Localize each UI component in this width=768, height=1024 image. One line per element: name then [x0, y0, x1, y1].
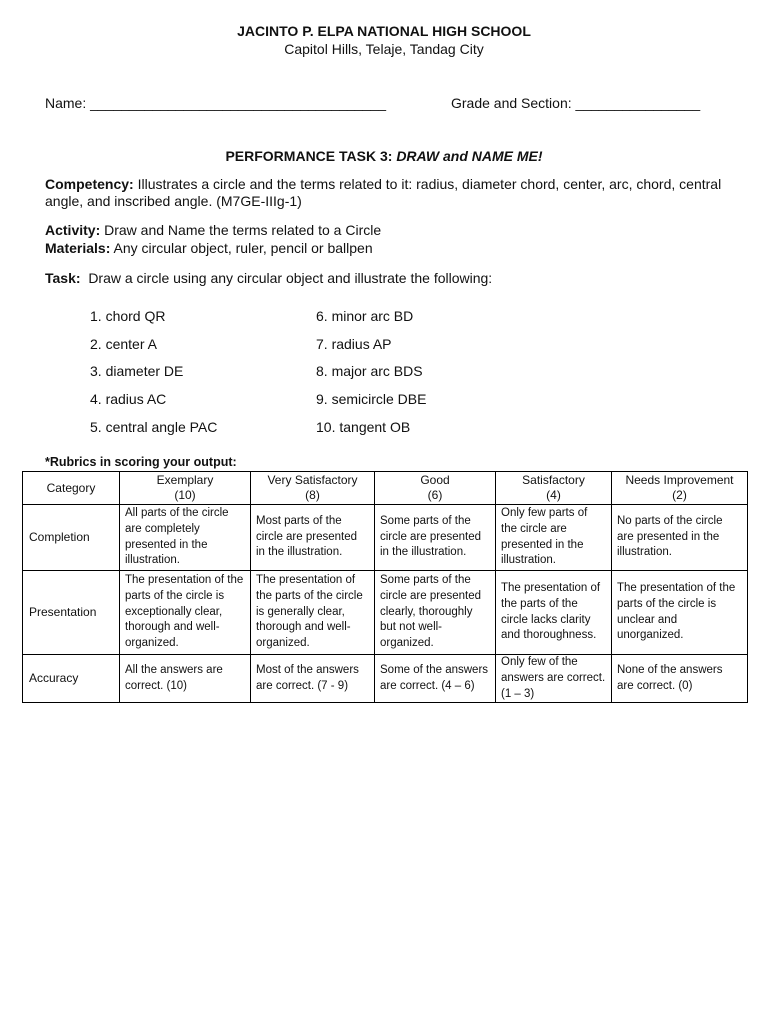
header-name: Very Satisfactory	[267, 473, 358, 487]
name-field[interactable]	[45, 95, 386, 111]
category-cell: Accuracy	[23, 655, 120, 703]
header-cell	[375, 472, 496, 505]
activity-text: Draw and Name the terms related to a Circle	[100, 222, 382, 238]
grade-label: Grade and Section:	[451, 95, 572, 111]
task-title	[0, 148, 768, 164]
header-cell	[496, 472, 612, 505]
school-name: JACINTO P. ELPA NATIONAL HIGH SCHOOL	[237, 23, 531, 39]
name-blank: ______________________________________	[90, 95, 386, 111]
rubric-cell: All the answers are correct. (10)	[120, 655, 251, 703]
rubric-cell: Most of the answers are correct. (7 - 9)	[251, 655, 375, 703]
header-cell	[23, 472, 120, 505]
rubric-cell: The presentation of the parts of the circle is generally clear, thorough and well-organized.	[251, 571, 375, 655]
materials-text: Any circular object, ruler, pencil or ballpen	[110, 240, 373, 256]
school-address: Capitol Hills, Telaje, Tandag City	[284, 41, 484, 57]
task-text: Draw a circle using any circular object and illustrate the following:	[80, 270, 493, 286]
rubric-table	[22, 471, 748, 703]
table-row	[23, 571, 748, 655]
rubric-cell: None of the answers are correct. (0)	[612, 655, 748, 703]
header-name: Needs Improvement	[625, 473, 734, 487]
header-cell	[251, 472, 375, 505]
rubric-cell: Only few of the answers are correct. (1 – 3)	[496, 655, 612, 703]
rubric-cell: Most parts of the circle are presented in the illustration.	[251, 505, 375, 571]
list-item: 6. minor arc BD	[316, 308, 414, 324]
rubric-cell: All parts of the circle are completely presented in the illustration.	[120, 505, 251, 571]
list-item: 10. tangent OB	[316, 418, 411, 435]
rubric-cell: No parts of the circle are presented in the illustration.	[612, 505, 748, 571]
table-row	[23, 655, 748, 703]
list-item: 8. major arc BDS	[316, 363, 423, 380]
header-points: (2)	[672, 488, 687, 502]
list-item: 5. central angle PAC	[90, 418, 218, 435]
header-name: Exemplary	[156, 473, 214, 487]
activity-line	[45, 222, 725, 239]
materials-line	[45, 240, 725, 257]
list-item: 3. diameter DE	[90, 363, 184, 380]
header-points: (6)	[427, 488, 443, 502]
list-item: 4. radius AC	[90, 391, 167, 408]
category-cell: Presentation	[23, 571, 120, 655]
list-item: 2. center A	[90, 335, 157, 352]
task-title-sub: DRAW and NAME ME!	[396, 148, 543, 164]
grade-blank: ________________	[575, 95, 701, 111]
rubric-cell: Only few parts of the circle are presented in the illustration.	[496, 505, 612, 571]
header-points: (10)	[174, 488, 196, 502]
category-cell: Completion	[23, 505, 120, 571]
header-points: (4)	[546, 488, 561, 502]
header-name: Category	[46, 480, 96, 495]
name-label: Name:	[45, 95, 87, 111]
rubric-cell: The presentation of the parts of the circle is exceptionally clear, thorough and well-organized.	[120, 571, 251, 655]
rubric-cell: Some of the answers are correct. (4 – 6)	[375, 655, 496, 703]
table-row	[23, 505, 748, 571]
materials-label: Materials:	[45, 240, 111, 256]
header-cell	[120, 472, 251, 505]
header-name: Satisfactory	[522, 473, 585, 487]
competency-paragraph	[45, 176, 725, 210]
rubric-cell: The presentation of the parts of the circle lacks clarity and thoroughness.	[496, 571, 612, 655]
task-title-main: PERFORMANCE TASK 3:	[225, 148, 397, 164]
list-item: 9. semicircle DBE	[316, 391, 427, 408]
items-list-left	[90, 307, 217, 445]
competency-text: Illustrates a circle and the terms related to it: radius, diameter chord, center, arc, chord, central angle, and inscribed angle. (M7GE-IIIg-1)	[45, 176, 722, 209]
activity-label: Activity:	[45, 222, 101, 238]
rubric-header-row	[23, 472, 748, 505]
rubric-cell: Some parts of the circle are presented clearly, thoroughly but not well-organized.	[375, 571, 496, 655]
header-cell	[612, 472, 748, 505]
rubric-cell: Some parts of the circle are presented in the illustration.	[375, 505, 496, 571]
rubric-label: *Rubrics in scoring your output:	[45, 455, 237, 469]
list-item: 1. chord QR	[90, 308, 166, 324]
header-name: Good	[420, 473, 450, 487]
items-list-right	[316, 307, 426, 445]
grade-section-field[interactable]	[451, 95, 700, 111]
competency-label: Competency:	[45, 176, 134, 192]
rubric-cell: The presentation of the parts of the circle is unclear and unorganized.	[612, 571, 748, 655]
task-line	[45, 270, 725, 287]
header-points: (8)	[305, 488, 320, 502]
task-label: Task:	[45, 270, 81, 286]
list-item: 7. radius AP	[316, 335, 392, 352]
